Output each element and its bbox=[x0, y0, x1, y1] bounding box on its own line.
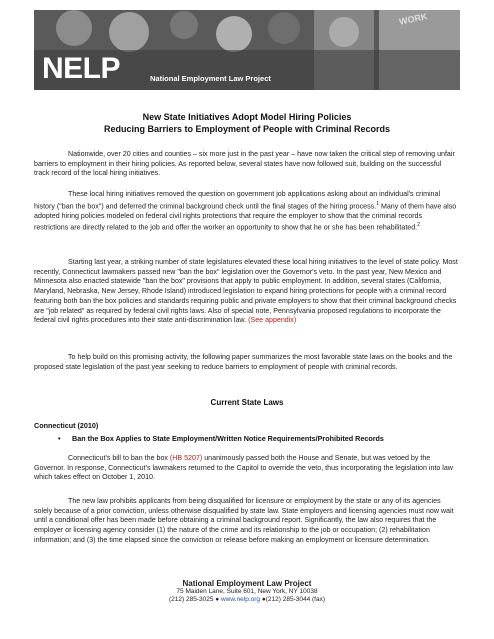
paragraph-2: These local hiring initiatives removed the question on government job applications asking about an individual's criminal history ("ban the box") and deferred the criminal background check until the final stages of the hiring process.$^1$ Many of them have also adopted hiring policies modeled on federal civil rights protections that require the employer to show that the criminal records restrictions are directly related to the job and offer the worker an opportunity to show that he or she has been rehabilitated.$^2$ bbox=[34, 190, 457, 232]
state-subheading-connecticut: Connecticut (2010) bbox=[34, 421, 99, 430]
bullet-dot-icon: • bbox=[58, 434, 61, 443]
page-footer bbox=[34, 580, 460, 604]
paragraph-5: Connecticut's bill to ban the box (HB 5207) unanimously passed both the House and Senate, but was vetoed by the Governor. In response, Connecticut's lawmakers returned to the Capitol to override the veto, thus incorporating the legislation into law which takes effect on October 1, 2010. bbox=[34, 454, 453, 482]
document-title-line1: New State Initiatives Adopt Model Hiring Policies bbox=[142, 112, 352, 122]
footer-address: 75 Maiden Lane, Suite 601, New York, NY 10038 bbox=[176, 588, 318, 595]
banner-sign-text: WORK bbox=[398, 11, 429, 27]
bullet-item: • Ban the Box Applies to State Employment/Written Notice Requirements/Prohibited Records bbox=[58, 434, 384, 443]
footer-website-link[interactable]: www.nelp.org bbox=[220, 596, 261, 603]
nelp-logo: NELP bbox=[42, 52, 121, 85]
paragraph-6: The new law prohibits applicants from being disqualified for licensure or employment by the state or any of its agencies solely because of a prior conviction, unless otherwise disqualified by state law. State employers and licensing agencies must now wait until a conditional offer has been made before obtaining a criminal background report. Significantly, the law also requires that the employer or licensing agency consider (1) the nature of the crime and its relationship to the job or occupation; (2) rehabilitation information; and (3) the time elapsed since the conviction or release before making an employment or licensure determination. bbox=[34, 497, 454, 544]
paragraph-3: Starting last year, a striking number of state legislatures elevated these local hiring initiatives to the level of state policy. Most recently, Connecticut lawmakers passed new "ban the box" legislation over the Governor's veto. In the past year, New Mexico and Minnesota also enacted statewide "ban the box" provisions that apply to public employment. In addition, several states (California, Maryland, Nebraska, New Jersey, Rhode Island) introduced legislation to expand hiring protections for people with a criminal record featuring both ban the box policies and standards requiring public and private employers to show that their criminal background checks are "job related" as required by federal civil rights laws. Also of special note, Pennsylvania proposed regulations to incorporate the federal civil rights procedures into their state anti-discrimination law. (See appendix) bbox=[34, 258, 458, 325]
header-banner bbox=[34, 10, 460, 90]
footnote-ref-1[interactable]: 1 bbox=[376, 200, 379, 207]
footnote-ref-2[interactable]: 2 bbox=[417, 222, 420, 229]
appendix-link[interactable]: (See appendix) bbox=[248, 316, 297, 325]
bill-link-hb5207[interactable]: (HB 5207) bbox=[169, 454, 203, 462]
section-heading-current-state-laws: Current State Laws bbox=[210, 398, 284, 407]
footer-org-name: National Employment Law Project bbox=[182, 579, 312, 588]
footer-contact: (212) 285-3025 ● www.nelp.org ●(212) 285-3044 (fax) bbox=[168, 596, 326, 603]
paragraph-1: Nationwide, over 20 cities and counties – six more just in the past year – have now taken the critical step of removing unfair barriers to employment in their hiring policies. As reported below, several states have now followed suit, building on the successful track record of the local hiring initiatives. bbox=[34, 150, 455, 178]
paragraph-4: To help build on this promising activity, the following paper summarizes the most favorable state laws on the books and the proposed state legislation of the past year seeking to reduce barriers to employment of people with criminal records. bbox=[34, 353, 453, 371]
document-title-line2: Reducing Barriers to Employment of People with Criminal Records bbox=[103, 124, 391, 134]
banner-tagline: National Employment Law Project bbox=[150, 74, 271, 83]
